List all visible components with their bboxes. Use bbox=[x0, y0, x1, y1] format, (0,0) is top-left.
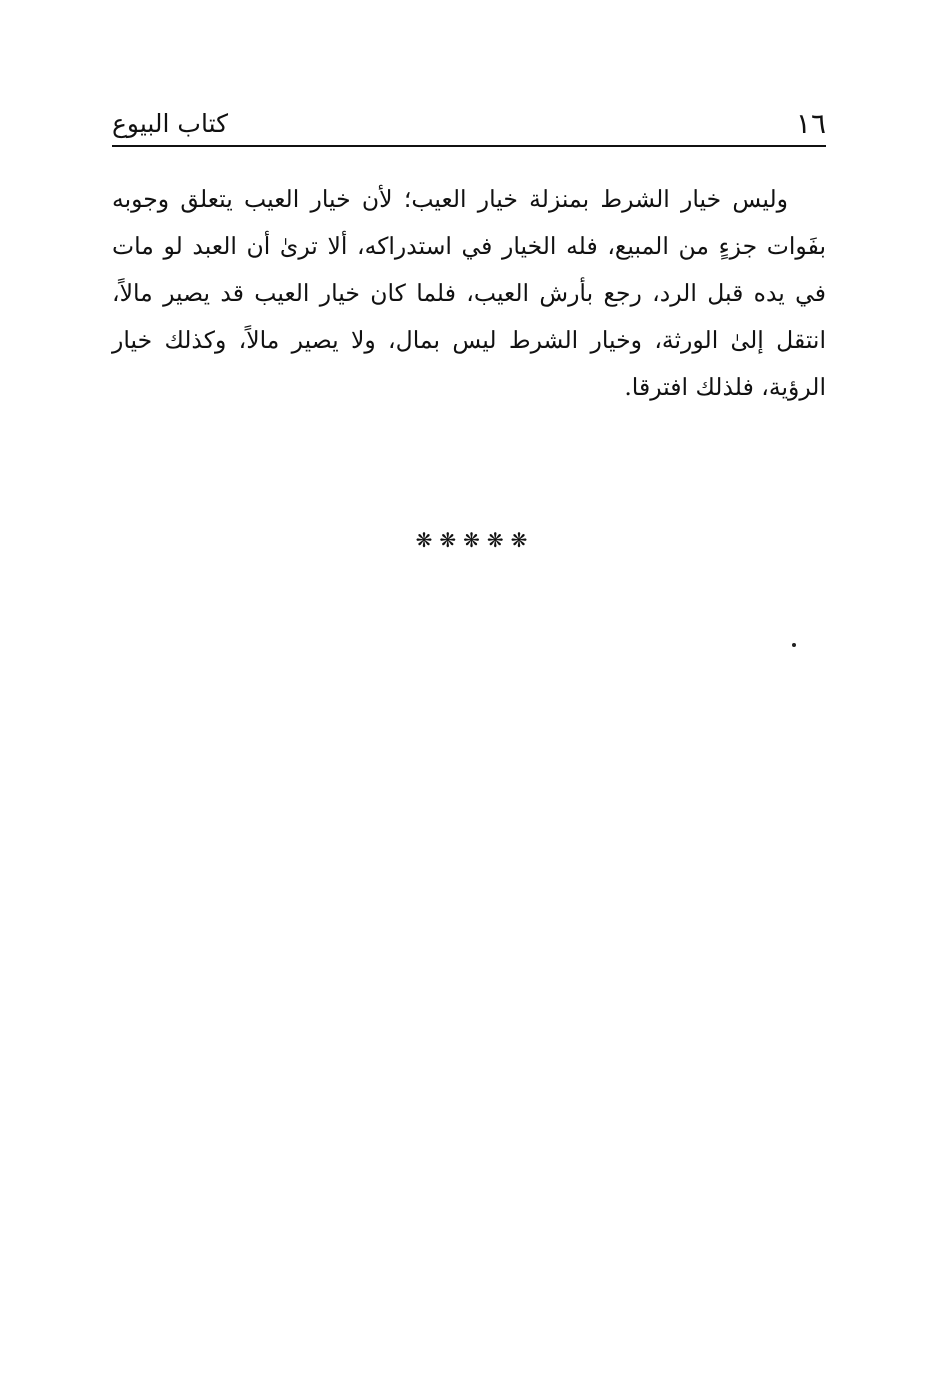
book-title: كتاب البيوع bbox=[112, 109, 229, 138]
paragraph: وليس خيار الشرط بمنزلة خيار العيب؛ لأن خيار العيب يتعلق وجوبه بفَوات جزءٍ من المبيع، فله الخيار في استدراكه، ألا ترىٰ أن العبد لو مات في يده قبل الرد، رجع بأرش العيب، فلما كان خيار العيب قد يصير مالاً، انتقل إلىٰ الورثة، وخيار الشرط ليس بمال، ولا يصير مالاً، وكذلك خيار الرؤية، فلذلك افترقا. bbox=[112, 185, 826, 401]
running-head bbox=[112, 104, 826, 144]
print-speck bbox=[792, 643, 796, 647]
section-separator: ❋❋❋❋❋ bbox=[415, 528, 535, 552]
header-rule bbox=[112, 145, 826, 147]
body-text bbox=[112, 176, 826, 411]
page-number: ١٦ bbox=[795, 107, 826, 140]
